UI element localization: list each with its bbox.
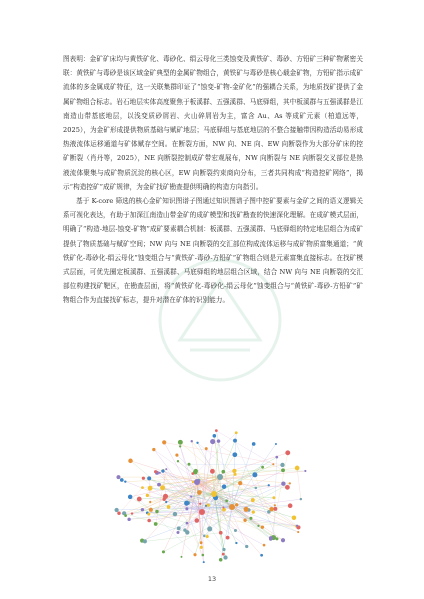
graph-node — [232, 452, 237, 457]
graph-node — [233, 439, 237, 443]
graph-node — [154, 470, 157, 473]
graph-node — [244, 507, 249, 512]
graph-node — [281, 468, 285, 472]
knowledge-graph-network-figure — [102, 422, 326, 569]
graph-node — [177, 460, 179, 462]
graph-node — [281, 482, 285, 486]
graph-node — [207, 526, 212, 531]
graph-node — [159, 472, 161, 474]
graph-node — [275, 456, 278, 459]
graph-node — [273, 507, 277, 511]
graph-node — [173, 512, 177, 516]
graph-node — [147, 519, 151, 523]
graph-node — [268, 484, 270, 486]
graph-node — [269, 536, 273, 540]
graph-node — [222, 553, 225, 556]
graph-hub-node — [211, 491, 217, 497]
graph-node — [206, 535, 209, 538]
graph-node — [235, 431, 238, 434]
graph-node — [222, 506, 224, 508]
graph-node — [203, 535, 206, 538]
graph-node — [260, 554, 263, 557]
graph-node — [285, 450, 290, 455]
page-number: 13 — [207, 575, 217, 583]
graph-node — [185, 507, 188, 510]
graph-node — [297, 531, 299, 533]
graph-node — [162, 498, 165, 501]
graph-node — [257, 525, 259, 527]
graph-node — [175, 454, 178, 457]
graph-node — [142, 477, 145, 480]
graph-node — [203, 561, 205, 563]
graph-node — [206, 503, 209, 506]
graph-node — [116, 475, 120, 479]
graph-node — [192, 481, 194, 483]
graph-node — [137, 497, 142, 502]
graph-node — [225, 499, 228, 502]
graph-node — [162, 440, 166, 444]
body-text — [63, 52, 363, 308]
graph-edge — [163, 488, 283, 540]
graph-node — [205, 505, 207, 507]
graph-node — [177, 526, 181, 530]
graph-node — [165, 468, 167, 470]
graph-node — [255, 487, 258, 490]
graph-node — [251, 498, 255, 502]
graph-node — [194, 469, 198, 473]
graph-node — [235, 542, 237, 544]
graph-node — [167, 505, 171, 509]
graph-node — [141, 508, 144, 511]
graph-node — [157, 483, 161, 487]
graph-node — [249, 517, 252, 520]
graph-node — [195, 518, 200, 523]
graph-node — [149, 501, 151, 503]
graph-edge — [157, 473, 197, 482]
graph-node — [221, 470, 225, 474]
graph-node — [232, 469, 236, 473]
graph-node — [243, 519, 246, 522]
graph-node — [197, 490, 202, 495]
graph-node — [292, 515, 297, 520]
graph-node — [222, 548, 225, 551]
graph-node — [190, 495, 192, 497]
graph-edge — [181, 482, 197, 557]
graph-node — [193, 553, 196, 556]
graph-node — [275, 443, 277, 445]
graph-node — [285, 485, 290, 490]
graph-node — [148, 486, 153, 491]
graph-node — [186, 522, 189, 525]
graph-node — [180, 556, 182, 558]
graph-node — [191, 472, 194, 475]
graph-edge — [145, 533, 221, 542]
graph-node — [200, 541, 203, 544]
graph-node — [117, 512, 120, 515]
graph-hub-node — [199, 509, 205, 515]
graph-node — [128, 459, 133, 464]
graph-node — [152, 448, 155, 451]
graph-node — [120, 478, 124, 482]
graph-node — [127, 518, 130, 521]
graph-node — [147, 513, 150, 516]
graph-node — [234, 473, 237, 476]
graph-node — [213, 434, 217, 438]
graph-node — [288, 503, 293, 508]
graph-hub-node — [194, 479, 200, 485]
graph-node — [245, 545, 248, 548]
graph-node — [205, 447, 208, 450]
graph-node — [252, 472, 257, 477]
graph-node — [215, 429, 218, 432]
graph-node — [304, 470, 306, 472]
graph-node — [178, 440, 183, 445]
graph-node — [115, 508, 119, 512]
graph-node — [162, 550, 165, 553]
graph-node — [210, 469, 215, 474]
graph-hub-node — [217, 474, 223, 480]
graph-node — [196, 442, 198, 444]
graph-node — [219, 531, 223, 535]
graph-node — [263, 544, 266, 547]
graph-node — [165, 501, 167, 503]
graph-node — [300, 498, 302, 500]
graph-node — [147, 476, 151, 480]
graph-node — [131, 512, 133, 514]
graph-node — [219, 558, 223, 562]
graph-node — [176, 531, 179, 534]
graph-node — [252, 442, 256, 446]
graph-node — [161, 469, 164, 472]
graph-node — [281, 538, 285, 542]
graph-node — [226, 536, 230, 540]
graph-hub-node — [229, 504, 235, 510]
graph-node — [272, 496, 275, 499]
graph-node — [202, 554, 205, 557]
graph-edge — [297, 468, 301, 499]
graph-node — [210, 439, 215, 444]
graph-node — [160, 485, 165, 490]
graph-node — [200, 546, 203, 549]
graph-node — [272, 463, 274, 465]
graph-node — [146, 494, 149, 497]
graph-node — [199, 503, 201, 505]
graph-node — [143, 539, 147, 543]
paragraph: 基于 K-core 筛选的核心金矿知识图谱子图通过知识图谱子图中控矿要素与金矿之间的语义逻辑关系可视化表达，有助于加深江南造山带金矿的成矿模型和找矿勘查的快速深化理解。在成矿模式层面，明确了“构造-地层-蚀变-矿物”成矿要素耦合机制：板溪群、五强溪群、马底驿组的特定地层组合为成矿提供了物质基础与赋矿空间；NW 向与 NE 向断裂的交汇部位构成流体运移与成矿物质富集通道；“黄铁矿化-毒砂化-绢云母化”蚀变组合与“黄铁矿-毒砂-方铅矿”矿物组合则是元素富集直接标志。在找矿模式层面，可优先圈定板溪群、五强溪群、马底驿组的地层组合区域，结合 NW 向与 NE 向断裂的交汇部位构建找矿靶区，在勘查层面，将“黄铁矿化-毒砂化-绢云母化”蚀变组合与“黄铁矿-毒砂-方铅矿”矿物组合作为直接找矿标志，提升对潜在矿体的识别能力。 — [63, 197, 363, 305]
graph-edge — [198, 443, 236, 475]
graph-node — [183, 528, 186, 531]
graph-node — [261, 525, 264, 528]
graph-node — [289, 482, 291, 484]
graph-node — [124, 480, 126, 482]
graph-node — [296, 525, 298, 527]
graph-node — [155, 510, 158, 513]
graph-node — [274, 504, 276, 506]
graph-node — [280, 463, 284, 467]
graph-node — [234, 529, 237, 532]
graph-node — [217, 439, 221, 443]
graph-node — [191, 440, 193, 442]
paragraph: 图表明：金矿矿床均与黄铁矿化、毒砂化、绢云母化三类蚀变及黄铁矿、毒砂、方铅矿三种矿物紧密关联：黄铁矿与毒砂是该区域金矿典型的金属矿物组合，黄铁矿与毒砂是核心载金矿物，方铅矿指示成矿流体的多金属成矿特征，这一关联集群印证了“蚀变-矿物-金矿化”的强耦合关系，为地质找矿提供了金属矿物组合标志。岩石地层实体高度聚焦于板溪群、五强溪群、马底驿组，其中板溪群与五强溪群是江南造山带基底地层，以浅变质砂屑岩、火山碎屑岩为主，富含 Au、As 等成矿元素（柏道远等，2025），为金矿形成提供物质基础与赋矿地层；马底驿组与基底地层的不整合接触带因构造活动易形成热液流体运移通道与矿体赋存空间。在断裂方面，NW 向、NE 向、EW 向断裂作为大部分矿床的控矿断裂（肖丹等，2025），NE 向断裂控制成矿带宏观展布，NW 向断裂与 NE 向断裂交叉部位是热液流体聚集与成矿物质沉淀的核心区，EW 向断裂约束商向分布，三者共同构成“构造控矿网络”，揭示“构造控矿”成矿规律，为金矿找矿勘查提供明确的构造方向指引。 — [63, 55, 363, 191]
graph-node — [252, 510, 255, 513]
graph-node — [141, 486, 144, 489]
graph-node — [238, 481, 242, 485]
graph-node — [295, 466, 300, 471]
graph-node — [128, 495, 133, 500]
graph-node — [222, 484, 227, 489]
graph-node — [223, 555, 227, 559]
graph-node — [235, 503, 238, 506]
graph-node — [149, 508, 153, 512]
graph-node — [179, 445, 181, 447]
graph-node — [261, 466, 264, 469]
graph-node — [184, 501, 189, 506]
graph-node — [188, 463, 191, 466]
graph-node — [154, 522, 158, 526]
graph-node — [269, 507, 274, 512]
graph-node — [124, 514, 127, 517]
